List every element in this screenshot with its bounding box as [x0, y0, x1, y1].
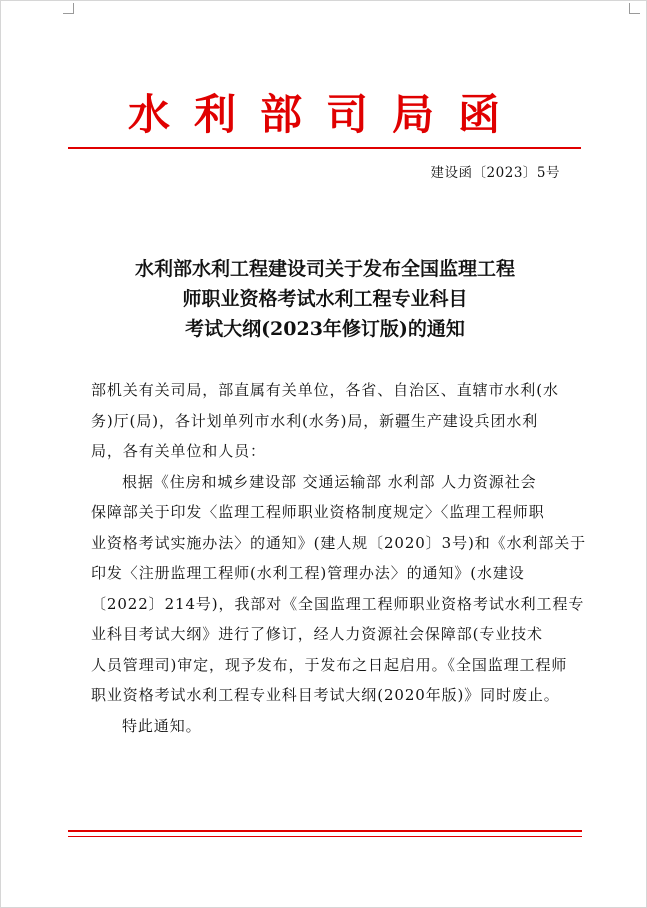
body-paragraph-line: 业科目考试大纲》进行了修订，经人力资源社会保障部(专业技术 — [91, 625, 543, 643]
body-paragraph-line: 根据《住房和城乡建设部 交通运输部 水利部 人力资源社会 — [122, 472, 537, 491]
body-paragraph-line: 业资格考试实施办法〉的通知》(建人规〔2020〕3号)和《水利部关于 — [91, 533, 587, 552]
footer-red-rule-thick — [68, 830, 582, 832]
document-body — [91, 375, 587, 741]
document-number: 建设函〔2023〕5号 — [430, 165, 560, 181]
body-paragraph-line: 人员管理司)审定，现予发布，于发布之日起启用。《全国监理工程师 — [91, 655, 568, 674]
header-red-rule — [68, 147, 581, 149]
document-title — [71, 254, 579, 344]
addressee-line: 务)厅(局)，各计划单列市水利(水务)局，新疆生产建设兵团水利 — [91, 411, 539, 430]
crop-mark-top-right — [629, 3, 640, 14]
footer-red-rule-thin — [68, 836, 582, 837]
document-title-line: 考试大纲(2023年修订版)的通知 — [185, 318, 465, 340]
document-title-line: 水利部水利工程建设司关于发布全国监理工程 — [134, 258, 515, 280]
addressee-line: 局，各有关单位和人员： — [91, 442, 266, 460]
body-paragraph-line: 职业资格考试水利工程专业科目考试大纲(2020年版)》同时废止。 — [91, 686, 560, 704]
closing-line: 特此通知。 — [122, 716, 202, 735]
crop-mark-top-left — [63, 3, 74, 14]
body-paragraph-line: 保障部关于印发〈监理工程师职业资格制度规定〉〈监理工程师职 — [91, 503, 545, 521]
body-paragraph-line: 印发〈注册监理工程师(水利工程)管理办法〉的通知》(水建设 — [91, 564, 525, 582]
agency-header-title: 水利部司局函 — [127, 90, 524, 139]
document-title-line: 师职业资格考试水利工程专业科目 — [182, 288, 468, 310]
body-paragraph-line: 〔2022〕214号)，我部对《全国监理工程师职业资格考试水利工程专 — [91, 594, 585, 613]
addressee-line: 部机关有关司局，部直属有关单位，各省、自治区、直辖市水利(水 — [91, 381, 559, 399]
